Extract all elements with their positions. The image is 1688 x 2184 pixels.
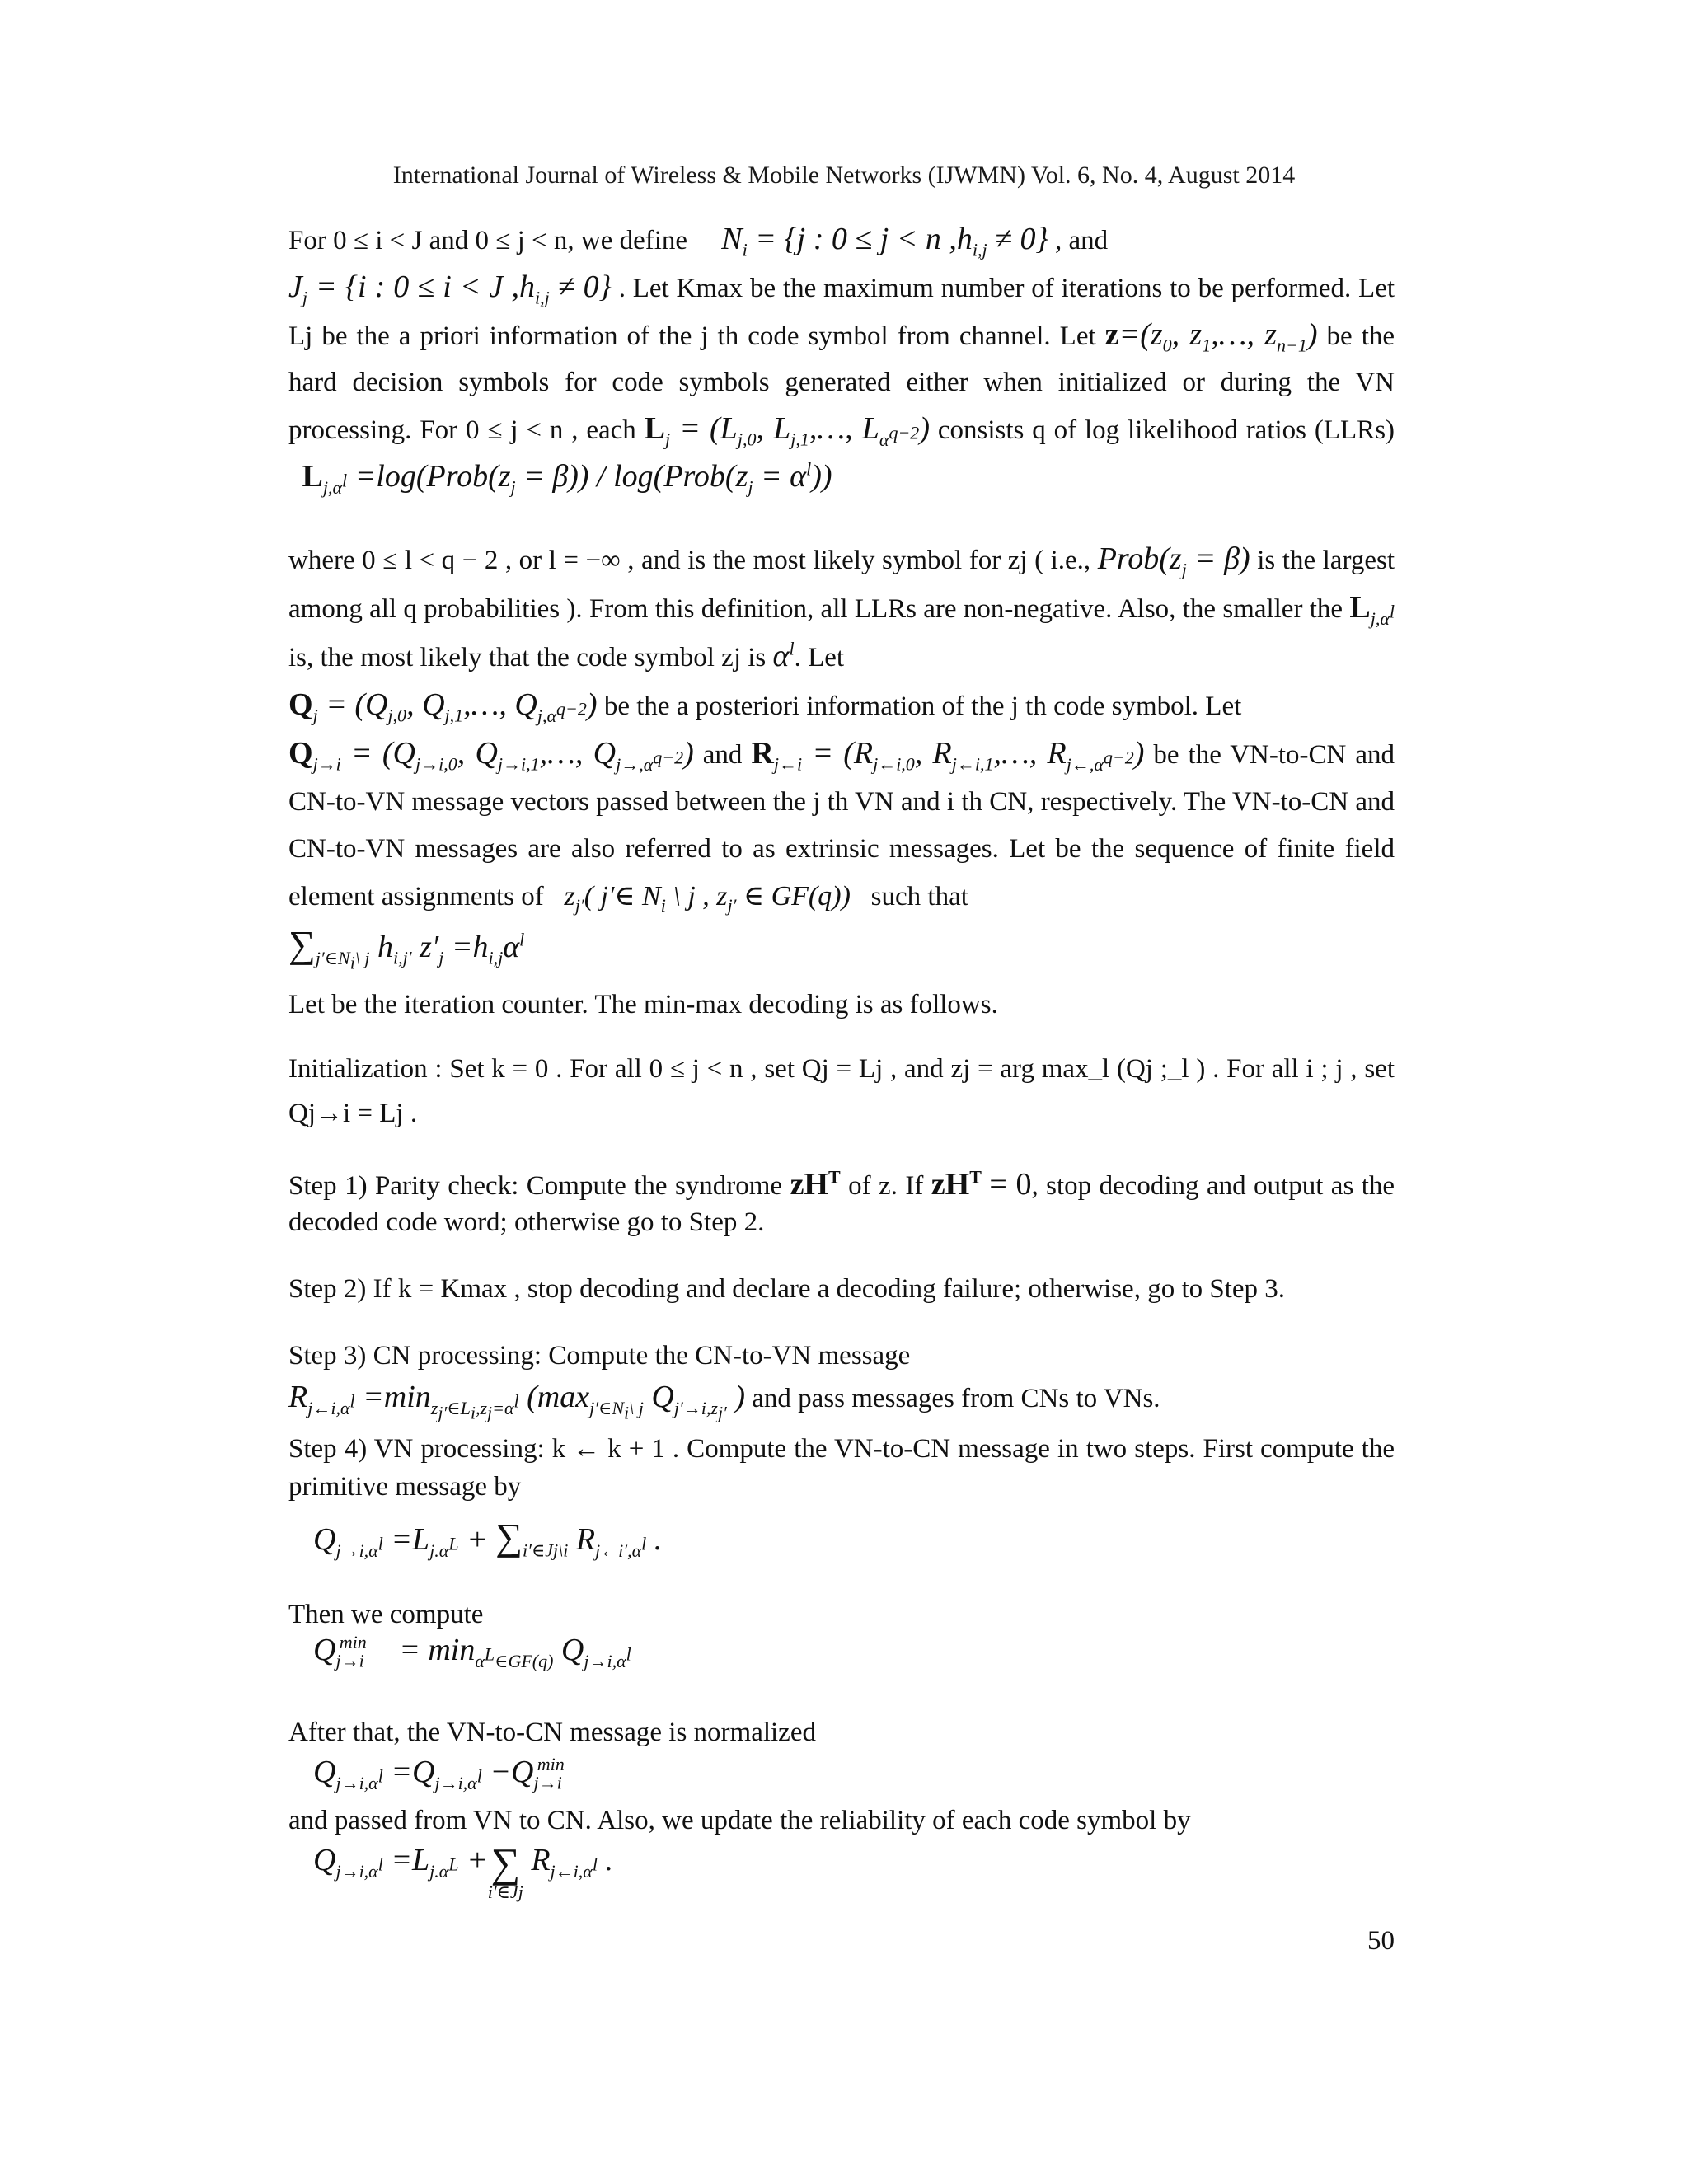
para1-text-4: be the hard decision symbols for code symbols generated either when initialized or during the VN processing. For 0 ≤ j < n , each bbox=[288, 321, 1395, 445]
equation-syndrome-zero: $zH^T$ bbox=[931, 1166, 982, 1202]
paragraph-step-1: Step 1) Parity check: Compute the syndrome $zH^T$ of z. If $zH^T = 0$, stop decoding and output as the decoded code word; otherwise go to Step 2. bbox=[288, 1166, 1395, 1237]
step1-text-2: of z. If bbox=[848, 1171, 924, 1201]
equation-l-j-alpha: $L_{j,\alpha^l}$ bbox=[1349, 590, 1395, 629]
equation-q-vector: $Q_j = (Q_{j,0}$, $Q_{j,1},\dots$, $Q_{j,\alpha^{q-2}}$) bbox=[288, 687, 598, 726]
para2-text-1: where 0 ≤ l < q − 2 , or l = −∞ , and is the most likely symbol for zj ( i.e., bbox=[288, 546, 1091, 575]
page-number: 50 bbox=[1367, 1926, 1395, 1956]
equation-ni-set: $N_i = \{j$ : 0 ≤ j < n $,h_{i,j} \ne 0$} bbox=[721, 222, 1048, 260]
equation-syndrome: $zH^T$ bbox=[790, 1166, 841, 1202]
paragraph-definitions bbox=[288, 216, 1395, 501]
equation-assignment-set: $z_{j'}$( j′∈ $N_i$ \ j , $z_{j'}$ ∈ GF(q)) bbox=[564, 881, 851, 916]
step3-text-2: and pass messages from CNs to VNs. bbox=[752, 1384, 1160, 1413]
equation-primitive-message: $Q_{j\to i,\alpha^l} =L_{j.\alpha^L} + \sum_{i'\in Jj\backslash i}$ $R_{j\leftarrow i',\alpha^l}$ . bbox=[313, 1516, 663, 1561]
step1-text-3: , stop decoding and output as the decoded code word; otherwise go to Step 2. bbox=[288, 1171, 1395, 1237]
para1-text-5: consists q of log likelihood ratios (LLRs) bbox=[937, 415, 1395, 445]
para2-text-7: be the VN-to-CN and CN-to-VN message vectors passed between the j th VN and i th CN, respectively. The VN-to-CN and CN-to-VN messages are also referred to as extrinsic messages. Let be the sequence of finite field element assignments of bbox=[288, 740, 1395, 912]
paragraph-iteration-counter: Let be the iteration counter. The min-max decoding is as follows. bbox=[288, 990, 998, 1019]
equation-l-vector: $L_j = (L_{j,0}$, $L_{j,1},\dots$, $L_{\alpha^{q-2}}$) bbox=[644, 411, 930, 450]
equation-z-vector: $z=(z_0$, $z_1,\dots$, $z_{n-1}$) bbox=[1104, 317, 1318, 356]
step3-text-1: Step 3) CN processing: Compute the CN-to-VN message bbox=[288, 1341, 911, 1371]
equation-cn-update: $R_{j\leftarrow i,\alpha^l} =\min_{z_{j'}\in L_i,z_j=\alpha^l}$ ($\max_{j'\in N_i\backslash j}$ $Q_{j'\to i,z_{j'}}$ ) bbox=[288, 1380, 746, 1422]
step1-text-1: Step 1) Parity check: Compute the syndrome bbox=[288, 1171, 783, 1201]
equation-min-message: $Q_{j\to i}^{min} = \min_{\alpha^L\in GF(q)} Q_{j\to i,\alpha^l}$ bbox=[313, 1632, 631, 1671]
paragraph-step-2: Step 2) If k = Kmax , stop decoding and declare a decoding failure; otherwise, go to Step 3. bbox=[288, 1274, 1286, 1304]
equation-jj-set: $J_j = \{i$ : 0 ≤ i < J $,h_{i,j} \ne 0$} bbox=[288, 269, 612, 308]
equation-q-message: $Q_{j\to i} = (Q_{j\to i,0}$, $Q_{j\to i,1},\dots$, $Q_{j\to,\alpha^{q-2}}$) bbox=[288, 736, 694, 775]
equation-llr: $L_{j,\alpha^l}$ $=\log(Prob(z_j = \beta))$ / $\log(Prob(z_j = \alpha^l))$ bbox=[302, 458, 832, 498]
equation-prob-beta: $Prob(z_j = \beta)$ bbox=[1097, 541, 1250, 580]
para2-text-3: is, the most likely that the code symbol zj is bbox=[288, 643, 767, 673]
equation-alpha-l: $\alpha^l$ bbox=[772, 638, 795, 673]
paragraph-step-3 bbox=[288, 1335, 1395, 1422]
equation-sum-constraint: $\sum_{j'\in N_i\backslash j}$ $h_{i,j'}$ $z'_j =h_{i,j}\alpha^l$ bbox=[288, 923, 525, 972]
equation-r-message: $R_{j\leftarrow i} = (R_{j\leftarrow i,0}$, $R_{j\leftarrow i,1},\dots$, $R_{j\leftarrow,\alpha^{q-2}}$) bbox=[751, 736, 1145, 775]
equation-reliability-update: $Q_{j\to i,\alpha^l} =L_{j.\alpha^L}$ + ∑ i′∈Jj $R_{j\leftarrow i,\alpha^l}$ . bbox=[313, 1840, 613, 1902]
para2-text-4: . Let bbox=[794, 643, 845, 673]
paragraph-step-4: Step 4) VN processing: k ← k + 1 . Compute the VN-to-CN message in two steps. First compute the primitive message by bbox=[288, 1434, 1395, 1502]
paragraph-after: After that, the VN-to-CN message is normalized bbox=[288, 1718, 816, 1747]
paragraph-initialization: Initialization : Set k = 0 . For all 0 ≤ j < n , set Qj = Lj , and zj = arg max_l (Qj ;_l ) . For all i ; j , set Qj→i = Lj . bbox=[288, 1054, 1395, 1128]
para1-text-2: , and bbox=[1054, 226, 1109, 255]
equation-normalized-message: $Q_{j\to i,\alpha^l} =Q_{j\to i,\alpha^l} -Q_{j\to i}^{min}$ bbox=[313, 1754, 565, 1793]
para2-text-8: such that bbox=[870, 882, 968, 912]
running-header: International Journal of Wireless & Mobile Networks (IJWMN) Vol. 6, No. 4, August 2014 bbox=[392, 162, 1296, 189]
para2-text-6: and bbox=[702, 740, 743, 770]
paragraph-llr-description bbox=[288, 536, 1395, 972]
para1-text-3: . Let Kmax be the maximum number of iterations to be performed. Let Lj be the a priori information of the j th code symbol from channel. Let bbox=[288, 274, 1395, 351]
paragraph-passed: and passed from VN to CN. Also, we update the reliability of each code symbol by bbox=[288, 1806, 1191, 1835]
para2-text-2: is the largest among all q probabilities ). From this definition, all LLRs are non-negative. Also, the smaller the bbox=[288, 546, 1395, 624]
para2-text-5: be the a posteriori information of the j th code symbol. Let bbox=[603, 691, 1242, 721]
paragraph-then: Then we compute bbox=[288, 1600, 484, 1629]
para1-text-1: For 0 ≤ i < J and 0 ≤ j < n, we define bbox=[288, 226, 688, 255]
